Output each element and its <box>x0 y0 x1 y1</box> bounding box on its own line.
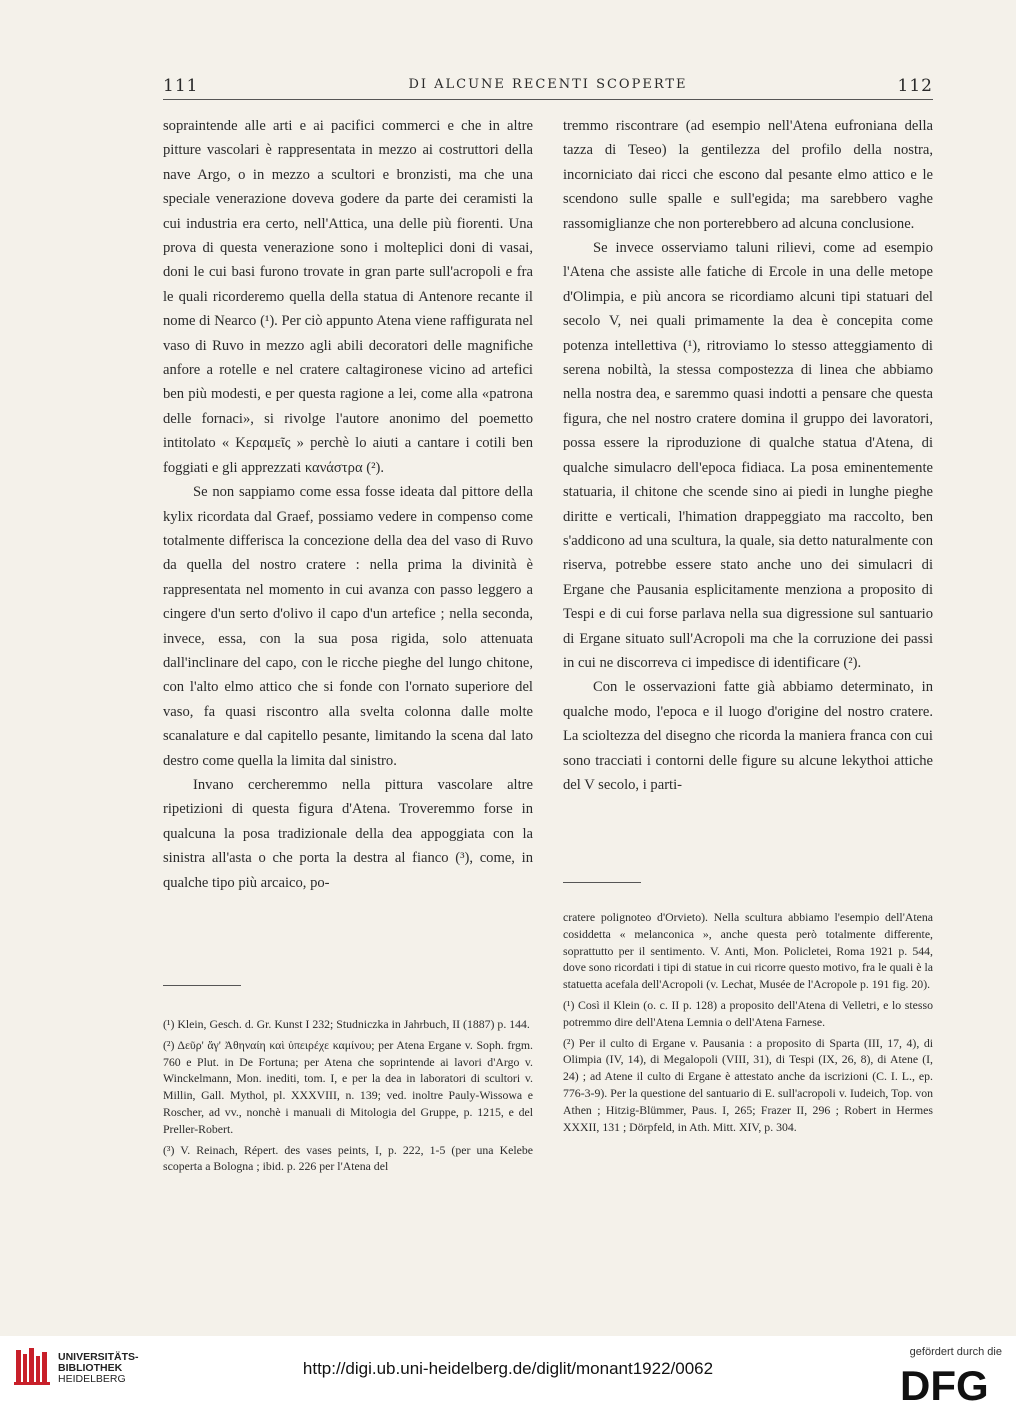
funded-by-label: gefördert durch die <box>909 1346 1002 1358</box>
running-head <box>163 72 933 102</box>
right-paragraph-2: Se invece osserviamo taluni rilievi, come ad esempio l'Atena che assiste alle fatiche di Ercole in una delle metope d'Olimpia, e più ancora se ricordiamo alcuni tipi statuari del secolo V, nei quali primamente la dea è concepita come potenza intellettiva (¹), ritroviamo lo stesso atteggiamento di serena nobiltà, la stessa compostezza di linea che abbiamo nella nostra dea, e saremmo quasi indotti a pensare che questa figura, che nel nostro cratere domina il gruppo dei lavoratori, possa essere la riproduzione di qualche statua d'Atena, di qualche simulacro dell'epoca fidiaca. La posa eminentemente statuaria, il chitone che scende sino ai piedi in lunghe pieghe diritte e verticali, l'himation drappeggiato ma raccolto, ben s'addicono ad una scultura, la quale, sia detto naturalmente con riserva, potrebbe essere stato anche uno dei simulacri di Ergane che Pausania esplicitamente menziona a proposito di Tespi e di cui forse parlava nella sua digressione sul santuario di Ergane situato sull'Acropoli ma che la corruzione dei passi in cui ne discorreva ci impedisce di identificare (²). <box>563 240 933 671</box>
left-paragraph-3: Invano cercheremmo nella pittura vascolare altre ripetizioni di questa figura d'Atena. Troveremmo forse in qualcuna la posa tradizionale della dea appoggiata con la sinistra all'asta o che porta la destra al fianco (³), come, in qualche tipo più arcaico, po- <box>163 776 533 891</box>
left-paragraph-2: Se non sappiamo come essa fosse ideata dal pittore della kylix ricordata dal Graef, possiamo vedere in compenso come totalmente differisca la concezione della dea del vaso di Ruvo da quella del nostro cratere : nella prima la divinità è rappresentata nel momento in cui avanza con passo leggero a cingere d'un serto d'olivo il capo d'un artefice ; nella seconda, invece, essa, con la sua posa rigida, solo attenuata dall'inclinare del capo, con le ricche pieghe del lungo chitone, con l'alto elmo attico che si fonde con l'ornato superiore del vaso, fa quasi riscontro alla svelta colonna dalle molte scanalature e dal capitello pesante, limitando la scena dal lato destro come quella la limita dal sinistro. <box>163 484 533 769</box>
left-paragraph-1: sopraintende alle arti e ai pacifici commerci e che in altre pitture vascolari è rappresentata in mezzo ai costruttori della nave Argo, o in mezzo a scultori e bronzisti, ma che una speciale venerazione doveva godere da parte dei ceramisti la cui industria era certo, nell'Attica, una delle più fiorenti. Una prova di questa venerazione sono i molteplici doni di vasai, doni le cui basi furono trovate in gran parte sull'acropoli e fra le quali ricorderemo quella della statua di Antenore recante il nome di Nearco (¹). Per ciò appunto Atena viene raffigurata nel vaso di Ruvo in mezzo agli abili decoratori delle magnifiche anfore a rotelle e nel cratere caltagironese vicino ad artefici ben più modesti, e per questa ragione a lei, come alla «patrona delle fornaci», si rivolge l'autore anonimo del poemetto intitolato « Κεραμεῖς » perchè lo aiuti a cantare i cotili ben foggiati e gli apprezzati κανάστρα (²). <box>163 118 533 476</box>
right-paragraph-1: tremmo riscontrare (ad esempio nell'Atena eufroniana della tazza di Teseo) la gentilezza del profilo della nostra, incorniciato dai ricci che escono dal pesante elmo attico e le scendono sulle spalle e sull'egida; ma sarebbero vaghe rassomiglianze che non porterebbero ad alcuna conclusione. <box>563 118 933 232</box>
page-number-right: 112 <box>897 76 933 96</box>
footnotes-right <box>563 909 933 1135</box>
dfg-logo-text: DFG <box>900 1362 989 1406</box>
header-rule <box>163 99 933 100</box>
footnotes-left <box>163 985 533 1175</box>
footnote-rule <box>563 882 641 883</box>
footnote-left-3: (³) V. Reinach, Répert. des vases peints, I, p. 222, 1-5 (per una Kelebe scoperta a Bologna ; ibid. p. 226 per l'Atena del <box>163 1142 533 1174</box>
right-paragraph-3: Con le osservazioni fatte già abbiamo determinato, in qualche modo, l'epoca e il luogo d'origine del nostro cratere. La scioltezza del disegno che ricorda la maniera franca con cui sono tracciati i contorni delle figure su alcune lekythoi attiche del V secolo, i parti- <box>563 679 933 793</box>
footnote-right-continuation: cratere polignoteo d'Orvieto). Nella scultura abbiamo l'esempio dell'Atena cosiddetta « melanconica », anche questa però totalmente differente, soprattutto per il sentimento. V. Anti, Mon. Policletei, Roma 1921 p. 544, dove sono ricordati i tipi di statue in cui ricorre questo motivo, fra le quali è la statuetta acefala dell'Acropoli (v. Lechat, Musée de l'Acropole p. 191 fig. 20). <box>563 910 933 992</box>
footnote-rule <box>163 985 241 986</box>
page-number-left: 111 <box>163 76 199 96</box>
right-column <box>563 114 933 797</box>
library-name-line3: HEIDELBERG <box>58 1373 126 1385</box>
library-name-line2: BIBLIOTHEK <box>58 1362 123 1374</box>
footnote-right-2: (²) Per il culto di Ergane v. Pausania : a proposito di Sparta (III, 17, 4), di Olimpia (IV, 14), di Megalopoli (VIII, 31), di Tespi (IX, 26, 8), di Atene (I, 24) ; ad Atene il culto di Ergane è attestato anche da iscrizioni (C. I. L., ep. 776-3-9). Per la questione del santuario di E. sull'acropoli v. Iudeich, Top. von Athen ; Hitzig-Blümmer, Paus. I, 265; Frazer II, 296 ; Robert in Hermes XXXII, 131 ; Dörpfeld, in Ath. Mitt. XIV, p. 304. <box>563 1035 933 1134</box>
footnote-right-1: (¹) Così il Klein (o. c. II p. 128) a proposito dell'Atena di Velletri, e lo stesso potremmo dire dell'Atena Lemnia o dell'Atena Farnese. <box>563 997 933 1029</box>
left-column <box>163 114 533 895</box>
library-name-line1: UNIVERSITÄTS- <box>58 1351 139 1363</box>
source-url-link[interactable]: http://digi.ub.uni-heidelberg.de/diglit/monant1922/0062 <box>302 1359 714 1378</box>
footnote-left-2: (²) Δεῦρ' ἄγ' Ἀθηναίη καὶ ὑπειρέχε καμίνου; per Atena Ergane v. Soph. frgm. 760 e Plut. in De Fortuna; per Atena che soprintende ai lavori d'Argo v. Winckelmann, Mon. inediti, tom. I, e per la dea in laboratori di scultori v. Millin, Gall. Mythol, pl. XXXVIII, n. 139; ved. inoltre Pauly-Wissowa e Roscher, ad vv., nonchè i manuali di Mitologia del Gruppe, p. 1215, e del Preller-Robert. <box>163 1037 533 1136</box>
dfg-logo <box>898 1360 1002 1406</box>
running-title: DI ALCUNE RECENTI SCOPERTE <box>408 77 688 92</box>
footnote-rule-right <box>563 882 933 883</box>
footnote-left-1: (¹) Klein, Gesch. d. Gr. Kunst I 232; Studniczka in Jahrbuch, II (1887) p. 144. <box>163 1017 530 1031</box>
